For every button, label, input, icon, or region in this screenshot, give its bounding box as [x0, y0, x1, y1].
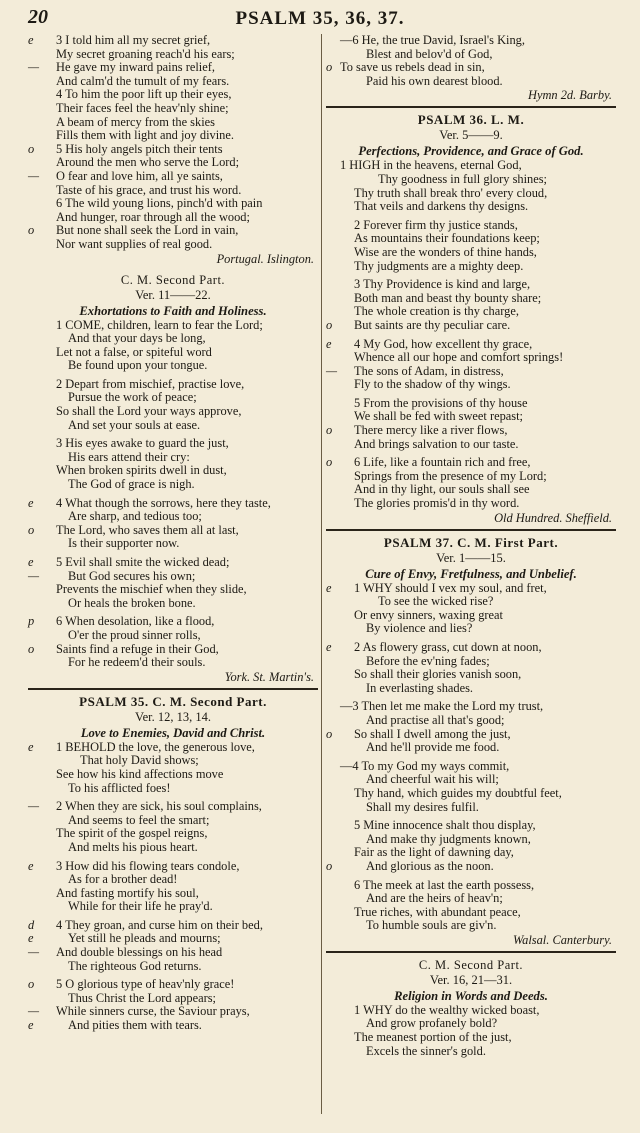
verse-line — [28, 992, 318, 1006]
stanzas — [326, 582, 616, 933]
verse-text: Before the ev'ning fades; — [366, 653, 490, 668]
verse-text: 1 COME, children, learn to fear the Lord; — [56, 317, 263, 332]
dynamic-mark: o — [28, 522, 35, 537]
verse-text: 1 WHY do the wealthy wicked boast, — [354, 1002, 540, 1017]
verse-line — [28, 960, 318, 974]
verse-text: 4 What though the sorrows, here they taste, — [56, 495, 271, 510]
verse-text: See how his kind affections move — [56, 766, 224, 781]
verse-line — [28, 102, 318, 116]
verse-line — [28, 615, 318, 629]
verse-text: To see the wicked rise? — [378, 594, 494, 609]
verse-line — [326, 397, 616, 411]
verse-line — [326, 1045, 616, 1059]
verse-line — [326, 582, 616, 596]
verse-line — [28, 170, 318, 184]
verse-line — [28, 61, 318, 75]
verse-text: The glories promis'd in thy word. — [354, 496, 520, 511]
verse-text: 5 O glorious type of heav'nly grace! — [56, 977, 235, 992]
verse-line — [28, 919, 318, 933]
verse-text: 5 Mine innocence shalt thou display, — [354, 818, 536, 833]
verse-text: Around the men who serve the Lord; — [56, 155, 240, 170]
verse-line — [28, 643, 318, 657]
verse-text: While for their life he pray'd. — [68, 899, 213, 914]
verse-line — [28, 524, 318, 538]
verse-line — [326, 1017, 616, 1031]
stanzas — [28, 741, 318, 1033]
verse-line — [28, 814, 318, 828]
verse-line — [28, 873, 318, 887]
verse-text: Thus Christ the Lord appears; — [68, 990, 216, 1005]
tune-names: Portugal. Islington. — [216, 251, 314, 266]
verse-text: And calm'd the tumult of my fears. — [56, 73, 230, 88]
dynamic-mark: o — [28, 641, 35, 656]
section-rule — [326, 951, 616, 953]
verse-text: —4 To my God my ways commit, — [340, 758, 510, 773]
verse-line — [326, 700, 616, 714]
verse-line — [326, 75, 616, 89]
dynamic-mark: o — [28, 141, 35, 156]
verse-line — [326, 456, 616, 470]
verse-line — [28, 332, 318, 346]
verse-line — [326, 622, 616, 636]
psalm-heading: PSALM 35. C. M. Second Part. — [79, 693, 267, 709]
verse-line — [28, 184, 318, 198]
dynamic-mark: — — [326, 363, 338, 378]
verse-line — [28, 211, 318, 225]
verse-text: 5 Evil shall smite the wicked dead; — [56, 555, 230, 569]
verse-line — [326, 655, 616, 669]
verse-text: Prevents the mischief when they slide, — [56, 582, 247, 597]
verse-text: The meanest portion of the just, — [354, 1030, 512, 1045]
verse-line — [28, 346, 318, 360]
verse-reference: Ver. 16, 21—31. — [429, 972, 513, 987]
verse-text: 4 They groan, and curse him on their bed, — [56, 917, 263, 932]
verse-text: While sinners curse, the Saviour prays, — [56, 1004, 250, 1019]
dynamic-mark: o — [28, 223, 35, 238]
verse-line — [326, 906, 616, 920]
dynamic-mark: — — [28, 60, 40, 75]
verse-text: And are the heirs of heav'n; — [366, 891, 503, 906]
verse-text: Or envy sinners, waxing great — [354, 607, 503, 622]
verse-line — [326, 919, 616, 933]
verse-reference: Ver. 1——15. — [436, 550, 506, 565]
psalm35-continuation — [326, 34, 616, 88]
verse-text: And practise all that's good; — [366, 712, 505, 727]
verse-text: Springs from the presence of my Lord; — [354, 468, 547, 483]
verse-text: Or heals the broken bone. — [68, 595, 196, 610]
dynamic-mark: e — [28, 1018, 34, 1033]
verse-line — [28, 497, 318, 511]
verse-text: 6 When desolation, like a flood, — [56, 614, 215, 629]
verse-reference: Ver. 5——9. — [439, 128, 503, 143]
verse-line — [326, 378, 616, 392]
verse-text: O'er the proud sinner rolls, — [68, 627, 201, 642]
verse-line — [28, 197, 318, 211]
verse-text: That veils and darkens thy designs. — [354, 199, 529, 214]
dynamic-mark: o — [326, 60, 333, 75]
verse-text: The God of grace is nigh. — [68, 477, 195, 492]
verse-line — [326, 260, 616, 274]
verse-text: —6 He, the true David, Israel's King, — [340, 33, 525, 47]
verse-line — [326, 159, 616, 173]
verse-line — [326, 1031, 616, 1045]
verse-text: 1 BEHOLD the love, the generous love, — [56, 739, 255, 754]
dynamic-mark: — — [28, 1004, 40, 1019]
verse-line — [28, 129, 318, 143]
verse-line — [28, 741, 318, 755]
verse-text: Fair as the light of dawning day, — [354, 845, 514, 860]
verse-text: So shall their glories vanish soon, — [354, 667, 522, 682]
stanzas — [326, 1004, 616, 1058]
dynamic-mark: — — [28, 168, 40, 183]
verse-text: But saints are thy peculiar care. — [354, 317, 511, 332]
tune-names: Old Hundred. Sheffield. — [494, 510, 612, 525]
verse-line — [326, 438, 616, 452]
verse-line — [326, 424, 616, 438]
verse-text: The sons of Adam, in distress, — [354, 363, 504, 378]
verse-text: 1 HIGH in the heavens, eternal God, — [340, 158, 522, 173]
verse-text: 3 I told him all my secret grief, — [56, 33, 211, 47]
verse-text: 2 As flowery grass, cut down at noon, — [354, 640, 542, 654]
verse-line — [326, 892, 616, 906]
psalm34-continuation — [28, 34, 318, 252]
verse-text: Excels the sinner's gold. — [366, 1043, 486, 1058]
verse-text: Pursue the work of peace; — [68, 390, 197, 405]
verse-line — [28, 537, 318, 551]
verse-text: There mercy like a river flows, — [354, 423, 508, 438]
tune-names: York. St. Martin's. — [224, 669, 314, 684]
verse-line — [326, 319, 616, 333]
verse-text: Thy hand, which guides my doubtful feet, — [354, 785, 562, 800]
verse-text: 2 When they are sick, his soul complains, — [56, 799, 262, 814]
verse-line — [28, 359, 318, 373]
dynamic-mark: o — [326, 726, 333, 741]
running-title: PSALM 35, 36, 37. — [235, 8, 405, 29]
left-column — [28, 34, 318, 1033]
verse-text: And he'll provide me food. — [366, 740, 500, 755]
verse-line — [326, 846, 616, 860]
right-column — [326, 34, 616, 1058]
verse-line — [326, 728, 616, 742]
verse-text: Whence all our hope and comfort springs! — [354, 350, 564, 365]
section-subject: Exhortations to Faith and Holiness. — [79, 303, 267, 318]
verse-text: Thy judgments are a mighty deep. — [354, 258, 524, 273]
section-subject: Perfections, Providence, and Grace of God. — [358, 144, 584, 159]
verse-text: True riches, with abundant peace, — [354, 904, 521, 919]
verse-reference: Ver. 12, 13, 14. — [134, 709, 212, 724]
dynamic-mark: e — [28, 858, 34, 873]
verse-line — [326, 714, 616, 728]
verse-text: Be found upon your tongue. — [68, 358, 208, 373]
verse-line — [326, 497, 616, 511]
section-heading: C. M. Second Part. — [418, 957, 524, 972]
verse-line — [326, 833, 616, 847]
verse-line — [28, 75, 318, 89]
dynamic-mark: — — [28, 799, 40, 814]
verse-text: 6 Life, like a fountain rich and free, — [354, 455, 531, 470]
verse-text: And seems to feel the smart; — [68, 812, 210, 827]
verse-line — [28, 224, 318, 238]
verse-text: Thy goodness in full glory shines; — [378, 171, 547, 186]
verse-text: 2 Forever firm thy justice stands, — [354, 217, 518, 232]
verse-line — [28, 510, 318, 524]
verse-line — [28, 782, 318, 796]
verse-text: And set your souls at ease. — [68, 417, 201, 432]
verse-text: The spirit of the gospel reigns, — [56, 826, 208, 841]
dynamic-mark: e — [28, 931, 34, 946]
stanzas — [326, 159, 616, 510]
verse-line — [326, 787, 616, 801]
verse-line — [28, 156, 318, 170]
verse-line — [28, 391, 318, 405]
verse-line — [28, 754, 318, 768]
verse-text: The whole creation is thy charge, — [354, 304, 519, 319]
verse-line — [28, 597, 318, 611]
verse-text: 1 WHY should I vex my soul, and fret, — [354, 580, 547, 595]
verse-text: O fear and love him, all ye saints, — [56, 168, 223, 183]
verse-line — [326, 219, 616, 233]
verse-line — [326, 351, 616, 365]
verse-text: And cheerful wait his will; — [366, 772, 499, 787]
verse-line — [326, 682, 616, 696]
dynamic-mark: e — [326, 580, 332, 595]
verse-line — [28, 464, 318, 478]
verse-line — [326, 48, 616, 62]
verse-line — [326, 879, 616, 893]
verse-line — [28, 319, 318, 333]
verse-line — [326, 365, 616, 379]
verse-text: To save us rebels dead in sin, — [340, 60, 485, 75]
section-rule — [326, 529, 616, 531]
verse-text: In everlasting shades. — [366, 680, 474, 695]
verse-line — [326, 483, 616, 497]
verse-line — [326, 187, 616, 201]
verse-text: And make thy judgments known, — [366, 831, 531, 846]
verse-line — [28, 978, 318, 992]
verse-text: That holy David shows; — [80, 753, 199, 768]
verse-text: Saints find a refuge in their God, — [56, 641, 219, 656]
verse-line — [326, 61, 616, 75]
verse-line — [326, 34, 616, 48]
verse-line — [28, 48, 318, 62]
verse-text: And glorious as the noon. — [366, 858, 494, 873]
dynamic-mark: o — [326, 423, 333, 438]
verse-text: So shall the Lord your ways approve, — [56, 404, 242, 419]
verse-line — [28, 143, 318, 157]
verse-text: Paid his own dearest blood. — [366, 73, 503, 88]
tune-names: Walsal. Canterbury. — [512, 932, 612, 947]
verse-line — [326, 595, 616, 609]
verse-line — [326, 305, 616, 319]
section-subject: Religion in Words and Deeds. — [394, 988, 548, 1003]
verse-line — [326, 173, 616, 187]
verse-line — [326, 641, 616, 655]
verse-text: And in thy light, our souls shall see — [354, 482, 530, 497]
verse-text: 4 To him the poor lift up their eyes, — [56, 87, 232, 102]
verse-text: And hunger, roar through all the wood; — [56, 209, 250, 224]
dynamic-mark: d — [28, 917, 35, 932]
verse-text: And grow profanely bold? — [366, 1016, 498, 1031]
page-header — [28, 6, 612, 30]
verse-line — [28, 900, 318, 914]
stanzas — [28, 319, 318, 670]
verse-line — [326, 292, 616, 306]
dynamic-mark: e — [28, 495, 34, 510]
verse-text: Taste of his grace, and trust his word. — [56, 182, 242, 197]
verse-line — [326, 410, 616, 424]
verse-line — [28, 860, 318, 874]
verse-line — [326, 773, 616, 787]
verse-line — [28, 405, 318, 419]
verse-line — [28, 556, 318, 570]
dynamic-mark: — — [28, 568, 40, 583]
verse-text: Thy truth shall break thro' every cloud, — [354, 185, 548, 200]
verse-line — [28, 1005, 318, 1019]
verse-text: So shall I dwell among the just, — [354, 726, 511, 741]
verse-text: And brings salvation to our taste. — [354, 436, 519, 451]
verse-text: And that your days be long, — [68, 331, 206, 346]
verse-text: 6 The wild young lions, pinch'd with pain — [56, 196, 263, 211]
verse-line — [326, 668, 616, 682]
dynamic-mark: p — [28, 614, 35, 629]
verse-text: 5 His holy angels pitch their tents — [56, 141, 223, 156]
section-rule — [28, 688, 318, 690]
verse-text: My secret groaning reach'd his ears; — [56, 46, 235, 61]
dynamic-mark: — — [28, 945, 40, 960]
verse-line — [326, 801, 616, 815]
verse-line — [326, 338, 616, 352]
dynamic-mark: e — [326, 640, 332, 654]
dynamic-mark: e — [28, 33, 34, 47]
verse-text: Fills them with light and joy divine. — [56, 128, 234, 143]
verse-line — [326, 470, 616, 484]
column-divider — [321, 34, 322, 1114]
verse-line — [326, 1004, 616, 1018]
verse-line — [326, 760, 616, 774]
verse-line — [28, 887, 318, 901]
verse-text: 4 My God, how excellent thy grace, — [354, 336, 533, 351]
verse-text: For he redeem'd their souls. — [68, 655, 206, 670]
dynamic-mark: e — [28, 555, 34, 569]
section-heading: C. M. Second Part. — [120, 272, 226, 287]
verse-text: Let not a false, or spiteful word — [56, 344, 212, 359]
verse-line — [28, 1019, 318, 1033]
dynamic-mark: e — [326, 336, 332, 351]
verse-line — [326, 232, 616, 246]
verse-line — [28, 946, 318, 960]
verse-line — [28, 88, 318, 102]
verse-text: But God secures his own; — [68, 568, 196, 583]
verse-line — [28, 583, 318, 597]
verse-line — [326, 609, 616, 623]
verse-line — [326, 819, 616, 833]
dynamic-mark: o — [326, 317, 333, 332]
verse-text: Blest and belov'd of God, — [366, 46, 493, 61]
verse-line — [28, 570, 318, 584]
verse-text: —3 Then let me make the Lord my trust, — [340, 699, 544, 714]
verse-text: Is their supporter now. — [68, 536, 180, 551]
verse-text: We shall be fed with sweet repast; — [354, 409, 523, 424]
verse-text: As mountains their foundations keep; — [354, 231, 540, 246]
verse-line — [28, 827, 318, 841]
verse-text: By violence and lies? — [366, 621, 473, 636]
verse-line — [28, 238, 318, 252]
verse-text: The righteous God returns. — [68, 958, 202, 973]
verse-text: A beam of mercy from the skies — [56, 114, 215, 129]
verse-text: 5 From the provisions of thy house — [354, 395, 528, 410]
verse-line — [326, 200, 616, 214]
verse-text: And fasting mortify his soul, — [56, 885, 199, 900]
verse-text: 6 The meek at last the earth possess, — [354, 877, 535, 892]
verse-text: But none shall seek the Lord in vain, — [56, 223, 239, 238]
verse-line — [28, 932, 318, 946]
section-rule — [326, 106, 616, 108]
verse-reference: Ver. 11——22. — [135, 287, 211, 302]
verse-text: His ears attend their cry: — [68, 449, 190, 464]
verse-line — [28, 378, 318, 392]
verse-line — [28, 768, 318, 782]
verse-text: Nor want supplies of real good. — [56, 236, 213, 251]
verse-text: And double blessings on his head — [56, 945, 223, 960]
verse-line — [28, 841, 318, 855]
verse-text: When broken spirits dwell in dust, — [56, 463, 227, 478]
psalm-heading: PSALM 37. C. M. First Part. — [383, 534, 559, 550]
verse-line — [326, 741, 616, 755]
verse-text: He gave my inward pains relief, — [56, 60, 215, 75]
section-subject: Love to Enemies, David and Christ. — [80, 725, 266, 740]
verse-line — [28, 437, 318, 451]
verse-text: To humble souls are giv'n. — [366, 918, 497, 933]
dynamic-mark: o — [326, 858, 333, 873]
dynamic-mark: o — [326, 455, 333, 470]
tune-names: Hymn 2d. Barby. — [528, 88, 612, 103]
verse-text: And melts his pious heart. — [68, 839, 198, 854]
verse-line — [28, 419, 318, 433]
verse-text: Their faces feel the heav'nly shine; — [56, 100, 229, 115]
verse-line — [28, 478, 318, 492]
verse-text: Fly to the shadow of thy wings. — [354, 377, 511, 392]
verse-text: Shall my desires fulfil. — [366, 799, 479, 814]
verse-line — [326, 246, 616, 260]
verse-line — [28, 800, 318, 814]
verse-line — [28, 116, 318, 130]
verse-text: To his afflicted foes! — [68, 780, 171, 795]
verse-text: And pities them with tears. — [68, 1018, 202, 1033]
verse-line — [326, 278, 616, 292]
page-number: 20 — [28, 6, 48, 28]
verse-text: Are sharp, and tedious too; — [68, 509, 202, 524]
dynamic-mark: e — [28, 739, 34, 754]
verse-line — [28, 629, 318, 643]
psalm-heading: PSALM 36. L. M. — [417, 112, 525, 128]
verse-text: 3 His eyes awake to guard the just, — [56, 436, 229, 451]
verse-text: The Lord, who saves them all at last, — [56, 522, 239, 537]
section-subject: Cure of Envy, Fretfulness, and Unbelief. — [365, 566, 577, 581]
verse-text: 2 Depart from mischief, practise love, — [56, 376, 245, 391]
verse-text: As for a brother dead! — [68, 872, 178, 887]
verse-text: Yet still he pleads and mourns; — [68, 931, 221, 946]
verse-line — [326, 860, 616, 874]
verse-text: 3 How did his flowing tears condole, — [56, 858, 240, 873]
verse-line — [28, 34, 318, 48]
verse-line — [28, 451, 318, 465]
dynamic-mark: o — [28, 977, 35, 992]
verse-text: Both man and beast thy bounty share; — [354, 290, 542, 305]
verse-text: 3 Thy Providence is kind and large, — [354, 277, 531, 292]
verse-line — [28, 656, 318, 670]
verse-text: Wise are the wonders of thine hands, — [354, 244, 537, 259]
